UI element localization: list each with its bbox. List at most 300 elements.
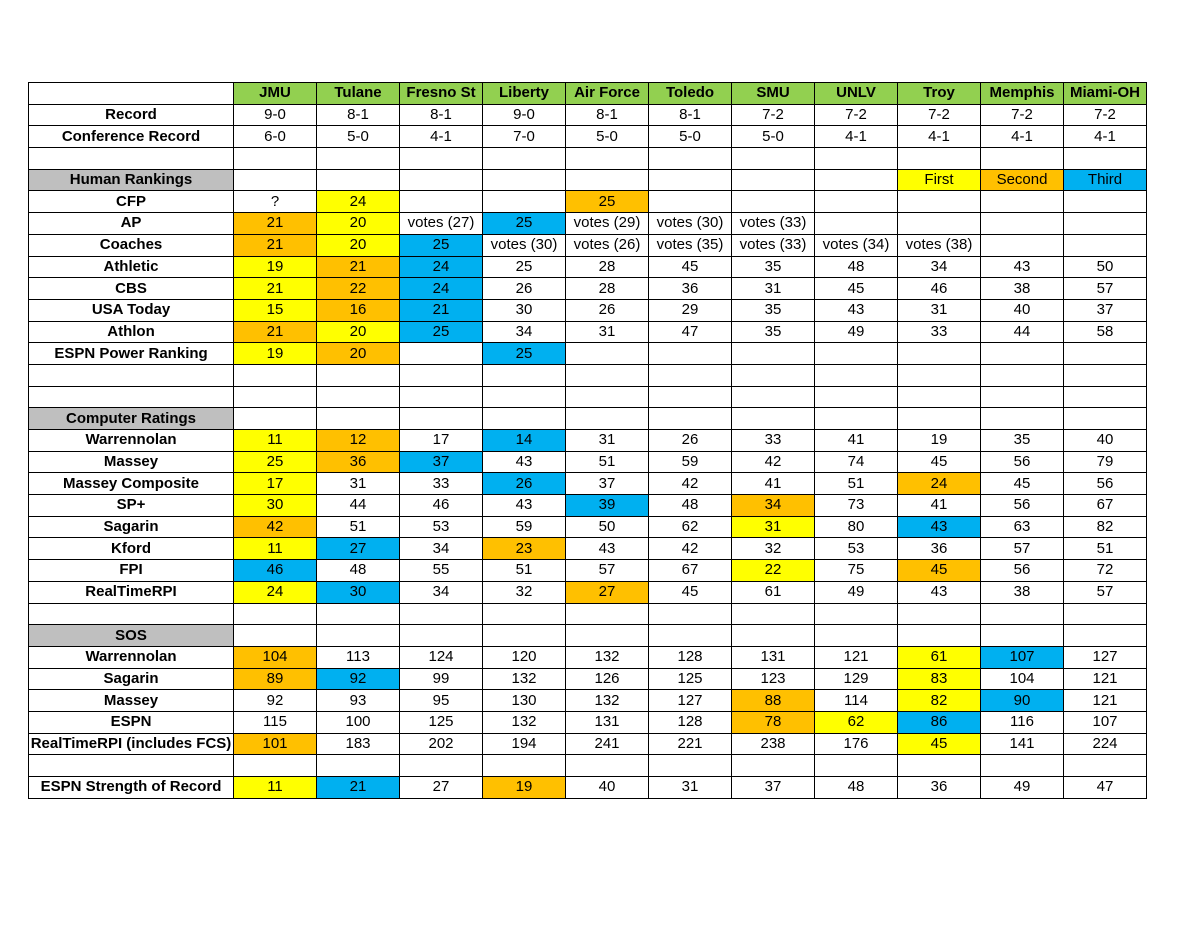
data-cell[interactable]: 33 bbox=[400, 473, 483, 495]
team-header-cell[interactable]: UNLV bbox=[815, 83, 898, 105]
data-cell[interactable] bbox=[981, 625, 1064, 647]
data-cell[interactable]: 31 bbox=[649, 777, 732, 799]
data-cell[interactable] bbox=[981, 234, 1064, 256]
data-cell[interactable]: 125 bbox=[400, 711, 483, 733]
data-cell[interactable]: 183 bbox=[317, 733, 400, 755]
empty-cell[interactable] bbox=[400, 755, 483, 777]
data-cell[interactable] bbox=[317, 169, 400, 191]
row-label[interactable]: Massey bbox=[29, 690, 234, 712]
highlighted-cell[interactable]: Second bbox=[981, 169, 1064, 191]
empty-cell[interactable] bbox=[898, 148, 981, 170]
row-label[interactable]: Athletic bbox=[29, 256, 234, 278]
data-cell[interactable]: 43 bbox=[483, 495, 566, 517]
highlighted-cell[interactable]: 24 bbox=[400, 278, 483, 300]
data-cell[interactable]: 8-1 bbox=[317, 104, 400, 126]
data-cell[interactable]: 19 bbox=[898, 430, 981, 452]
data-cell[interactable]: 42 bbox=[649, 473, 732, 495]
team-header-cell[interactable]: JMU bbox=[234, 83, 317, 105]
data-cell[interactable] bbox=[815, 191, 898, 213]
data-cell[interactable]: 9-0 bbox=[234, 104, 317, 126]
row-label[interactable]: Massey Composite bbox=[29, 473, 234, 495]
data-cell[interactable] bbox=[815, 408, 898, 430]
data-cell[interactable]: 132 bbox=[566, 646, 649, 668]
data-cell[interactable]: 47 bbox=[1064, 777, 1147, 799]
data-cell[interactable]: 4-1 bbox=[815, 126, 898, 148]
data-cell[interactable]: 43 bbox=[898, 581, 981, 603]
empty-cell[interactable] bbox=[483, 364, 566, 386]
data-cell[interactable] bbox=[898, 191, 981, 213]
data-cell[interactable] bbox=[483, 169, 566, 191]
row-label[interactable]: Warrennolan bbox=[29, 430, 234, 452]
data-cell[interactable]: 8-1 bbox=[566, 104, 649, 126]
data-cell[interactable]: 34 bbox=[400, 581, 483, 603]
team-header-cell[interactable]: Liberty bbox=[483, 83, 566, 105]
data-cell[interactable]: 104 bbox=[981, 668, 1064, 690]
row-label[interactable]: Massey bbox=[29, 451, 234, 473]
data-cell[interactable] bbox=[1064, 213, 1147, 235]
data-cell[interactable]: 67 bbox=[1064, 495, 1147, 517]
data-cell[interactable] bbox=[400, 625, 483, 647]
empty-cell[interactable] bbox=[981, 755, 1064, 777]
data-cell[interactable]: 82 bbox=[1064, 516, 1147, 538]
data-cell[interactable]: 37 bbox=[732, 777, 815, 799]
data-cell[interactable]: 51 bbox=[1064, 538, 1147, 560]
data-cell[interactable]: 128 bbox=[649, 711, 732, 733]
section-label[interactable]: Human Rankings bbox=[29, 169, 234, 191]
data-cell[interactable] bbox=[566, 625, 649, 647]
data-cell[interactable] bbox=[732, 191, 815, 213]
data-cell[interactable]: votes (38) bbox=[898, 234, 981, 256]
data-cell[interactable]: 114 bbox=[815, 690, 898, 712]
empty-cell[interactable] bbox=[400, 364, 483, 386]
highlighted-cell[interactable]: 83 bbox=[898, 668, 981, 690]
highlighted-cell[interactable]: 21 bbox=[234, 278, 317, 300]
data-cell[interactable]: ? bbox=[234, 191, 317, 213]
data-cell[interactable]: 51 bbox=[483, 560, 566, 582]
team-header-cell[interactable]: Miami-OH bbox=[1064, 83, 1147, 105]
data-cell[interactable]: 49 bbox=[981, 777, 1064, 799]
data-cell[interactable]: 132 bbox=[483, 668, 566, 690]
data-cell[interactable]: 67 bbox=[649, 560, 732, 582]
data-cell[interactable]: votes (29) bbox=[566, 213, 649, 235]
empty-cell[interactable] bbox=[566, 755, 649, 777]
data-cell[interactable] bbox=[234, 169, 317, 191]
highlighted-cell[interactable]: 86 bbox=[898, 711, 981, 733]
highlighted-cell[interactable]: 23 bbox=[483, 538, 566, 560]
data-cell[interactable]: 51 bbox=[317, 516, 400, 538]
data-cell[interactable] bbox=[649, 191, 732, 213]
data-cell[interactable]: votes (30) bbox=[649, 213, 732, 235]
highlighted-cell[interactable]: 43 bbox=[898, 516, 981, 538]
data-cell[interactable]: 43 bbox=[981, 256, 1064, 278]
empty-cell[interactable] bbox=[981, 364, 1064, 386]
data-cell[interactable]: 95 bbox=[400, 690, 483, 712]
data-cell[interactable]: 202 bbox=[400, 733, 483, 755]
data-cell[interactable]: 127 bbox=[649, 690, 732, 712]
data-cell[interactable]: 36 bbox=[898, 777, 981, 799]
empty-cell[interactable] bbox=[566, 386, 649, 408]
empty-cell[interactable] bbox=[1064, 386, 1147, 408]
row-label[interactable]: Warrennolan bbox=[29, 646, 234, 668]
highlighted-cell[interactable]: 78 bbox=[732, 711, 815, 733]
empty-cell[interactable] bbox=[234, 386, 317, 408]
highlighted-cell[interactable]: First bbox=[898, 169, 981, 191]
highlighted-cell[interactable]: 21 bbox=[400, 299, 483, 321]
data-cell[interactable]: 8-1 bbox=[400, 104, 483, 126]
data-cell[interactable]: 126 bbox=[566, 668, 649, 690]
highlighted-cell[interactable]: 11 bbox=[234, 777, 317, 799]
data-cell[interactable] bbox=[1064, 343, 1147, 365]
empty-cell[interactable] bbox=[234, 755, 317, 777]
data-cell[interactable]: 35 bbox=[732, 299, 815, 321]
data-cell[interactable]: 46 bbox=[400, 495, 483, 517]
data-cell[interactable]: 7-2 bbox=[1064, 104, 1147, 126]
data-cell[interactable]: 79 bbox=[1064, 451, 1147, 473]
empty-cell[interactable] bbox=[400, 148, 483, 170]
data-cell[interactable]: 47 bbox=[649, 321, 732, 343]
highlighted-cell[interactable]: 20 bbox=[317, 234, 400, 256]
data-cell[interactable]: 41 bbox=[898, 495, 981, 517]
data-cell[interactable]: 35 bbox=[732, 256, 815, 278]
data-cell[interactable]: 141 bbox=[981, 733, 1064, 755]
data-cell[interactable]: 131 bbox=[566, 711, 649, 733]
data-cell[interactable]: 107 bbox=[1064, 711, 1147, 733]
row-label[interactable]: Kford bbox=[29, 538, 234, 560]
empty-cell[interactable] bbox=[29, 364, 234, 386]
data-cell[interactable] bbox=[234, 408, 317, 430]
data-cell[interactable]: 29 bbox=[649, 299, 732, 321]
highlighted-cell[interactable]: Third bbox=[1064, 169, 1147, 191]
empty-cell[interactable] bbox=[566, 148, 649, 170]
data-cell[interactable] bbox=[483, 191, 566, 213]
highlighted-cell[interactable]: 24 bbox=[234, 581, 317, 603]
data-cell[interactable]: 5-0 bbox=[649, 126, 732, 148]
data-cell[interactable]: 9-0 bbox=[483, 104, 566, 126]
empty-cell[interactable] bbox=[815, 386, 898, 408]
data-cell[interactable]: 34 bbox=[483, 321, 566, 343]
data-cell[interactable]: 113 bbox=[317, 646, 400, 668]
highlighted-cell[interactable]: 25 bbox=[566, 191, 649, 213]
highlighted-cell[interactable]: 25 bbox=[400, 321, 483, 343]
highlighted-cell[interactable]: 27 bbox=[566, 581, 649, 603]
highlighted-cell[interactable]: 21 bbox=[317, 777, 400, 799]
data-cell[interactable]: 43 bbox=[566, 538, 649, 560]
highlighted-cell[interactable]: 19 bbox=[234, 256, 317, 278]
data-cell[interactable]: 57 bbox=[1064, 278, 1147, 300]
empty-cell[interactable] bbox=[317, 603, 400, 625]
data-cell[interactable]: 38 bbox=[981, 278, 1064, 300]
highlighted-cell[interactable]: 25 bbox=[483, 343, 566, 365]
team-header-cell[interactable]: SMU bbox=[732, 83, 815, 105]
data-cell[interactable]: 125 bbox=[649, 668, 732, 690]
highlighted-cell[interactable]: 12 bbox=[317, 430, 400, 452]
data-cell[interactable]: votes (35) bbox=[649, 234, 732, 256]
data-cell[interactable]: 7-2 bbox=[732, 104, 815, 126]
data-cell[interactable]: 75 bbox=[815, 560, 898, 582]
data-cell[interactable]: 129 bbox=[815, 668, 898, 690]
empty-cell[interactable] bbox=[317, 364, 400, 386]
data-cell[interactable]: 50 bbox=[566, 516, 649, 538]
empty-cell[interactable] bbox=[317, 755, 400, 777]
data-cell[interactable]: 44 bbox=[317, 495, 400, 517]
data-cell[interactable]: 128 bbox=[649, 646, 732, 668]
data-cell[interactable]: 115 bbox=[234, 711, 317, 733]
data-cell[interactable]: 32 bbox=[483, 581, 566, 603]
data-cell[interactable]: 27 bbox=[400, 777, 483, 799]
data-cell[interactable]: 48 bbox=[815, 777, 898, 799]
highlighted-cell[interactable]: 42 bbox=[234, 516, 317, 538]
empty-cell[interactable] bbox=[981, 603, 1064, 625]
data-cell[interactable]: 45 bbox=[649, 256, 732, 278]
data-cell[interactable]: 238 bbox=[732, 733, 815, 755]
row-label[interactable]: Conference Record bbox=[29, 126, 234, 148]
highlighted-cell[interactable]: 20 bbox=[317, 213, 400, 235]
data-cell[interactable]: 48 bbox=[649, 495, 732, 517]
data-cell[interactable] bbox=[732, 169, 815, 191]
section-label[interactable]: SOS bbox=[29, 625, 234, 647]
data-cell[interactable] bbox=[234, 625, 317, 647]
highlighted-cell[interactable]: 27 bbox=[317, 538, 400, 560]
highlighted-cell[interactable]: 90 bbox=[981, 690, 1064, 712]
empty-cell[interactable] bbox=[732, 603, 815, 625]
highlighted-cell[interactable]: 45 bbox=[898, 733, 981, 755]
data-cell[interactable]: 4-1 bbox=[981, 126, 1064, 148]
data-cell[interactable]: 31 bbox=[898, 299, 981, 321]
highlighted-cell[interactable]: 34 bbox=[732, 495, 815, 517]
data-cell[interactable] bbox=[483, 625, 566, 647]
data-cell[interactable]: 43 bbox=[483, 451, 566, 473]
highlighted-cell[interactable]: 30 bbox=[234, 495, 317, 517]
data-cell[interactable]: 61 bbox=[732, 581, 815, 603]
data-cell[interactable]: 53 bbox=[400, 516, 483, 538]
data-cell[interactable]: 46 bbox=[898, 278, 981, 300]
data-cell[interactable] bbox=[981, 408, 1064, 430]
highlighted-cell[interactable]: 21 bbox=[234, 321, 317, 343]
data-cell[interactable] bbox=[317, 408, 400, 430]
data-cell[interactable]: 56 bbox=[981, 560, 1064, 582]
team-header-cell[interactable]: Troy bbox=[898, 83, 981, 105]
highlighted-cell[interactable]: 21 bbox=[234, 213, 317, 235]
highlighted-cell[interactable]: 11 bbox=[234, 430, 317, 452]
data-cell[interactable]: 92 bbox=[234, 690, 317, 712]
data-cell[interactable]: 127 bbox=[1064, 646, 1147, 668]
empty-cell[interactable] bbox=[566, 364, 649, 386]
data-cell[interactable]: 100 bbox=[317, 711, 400, 733]
data-cell[interactable] bbox=[815, 343, 898, 365]
empty-cell[interactable] bbox=[649, 148, 732, 170]
highlighted-cell[interactable]: 61 bbox=[898, 646, 981, 668]
empty-cell[interactable] bbox=[898, 364, 981, 386]
data-cell[interactable] bbox=[815, 625, 898, 647]
data-cell[interactable]: 34 bbox=[898, 256, 981, 278]
data-cell[interactable]: 45 bbox=[815, 278, 898, 300]
empty-cell[interactable] bbox=[981, 148, 1064, 170]
empty-cell[interactable] bbox=[234, 603, 317, 625]
data-cell[interactable]: 45 bbox=[649, 581, 732, 603]
data-cell[interactable]: 44 bbox=[981, 321, 1064, 343]
data-cell[interactable]: 7-2 bbox=[981, 104, 1064, 126]
team-header-cell[interactable]: Toledo bbox=[649, 83, 732, 105]
data-cell[interactable]: votes (30) bbox=[483, 234, 566, 256]
data-cell[interactable]: 72 bbox=[1064, 560, 1147, 582]
highlighted-cell[interactable]: 19 bbox=[483, 777, 566, 799]
empty-cell[interactable] bbox=[898, 603, 981, 625]
highlighted-cell[interactable]: 31 bbox=[732, 516, 815, 538]
data-cell[interactable]: 49 bbox=[815, 581, 898, 603]
section-label[interactable]: Computer Ratings bbox=[29, 408, 234, 430]
data-cell[interactable]: 5-0 bbox=[566, 126, 649, 148]
team-header-cell[interactable]: Tulane bbox=[317, 83, 400, 105]
empty-cell[interactable] bbox=[483, 603, 566, 625]
row-label[interactable]: Sagarin bbox=[29, 516, 234, 538]
data-cell[interactable] bbox=[898, 343, 981, 365]
data-cell[interactable]: 4-1 bbox=[400, 126, 483, 148]
data-cell[interactable] bbox=[1064, 408, 1147, 430]
data-cell[interactable]: 59 bbox=[483, 516, 566, 538]
highlighted-cell[interactable]: 62 bbox=[815, 711, 898, 733]
data-cell[interactable] bbox=[649, 169, 732, 191]
data-cell[interactable] bbox=[400, 191, 483, 213]
data-cell[interactable]: 48 bbox=[815, 256, 898, 278]
row-label[interactable]: SP+ bbox=[29, 495, 234, 517]
data-cell[interactable]: 56 bbox=[981, 451, 1064, 473]
empty-cell[interactable] bbox=[29, 603, 234, 625]
data-cell[interactable] bbox=[400, 169, 483, 191]
empty-cell[interactable] bbox=[815, 148, 898, 170]
data-cell[interactable]: 132 bbox=[483, 711, 566, 733]
data-cell[interactable]: 6-0 bbox=[234, 126, 317, 148]
highlighted-cell[interactable]: 37 bbox=[400, 451, 483, 473]
data-cell[interactable]: votes (33) bbox=[732, 234, 815, 256]
data-cell[interactable]: 63 bbox=[981, 516, 1064, 538]
highlighted-cell[interactable]: 15 bbox=[234, 299, 317, 321]
data-cell[interactable] bbox=[649, 343, 732, 365]
data-cell[interactable]: 26 bbox=[649, 430, 732, 452]
empty-cell[interactable] bbox=[400, 386, 483, 408]
data-cell[interactable]: 121 bbox=[1064, 690, 1147, 712]
data-cell[interactable]: 57 bbox=[981, 538, 1064, 560]
data-cell[interactable] bbox=[649, 408, 732, 430]
highlighted-cell[interactable]: 36 bbox=[317, 451, 400, 473]
data-cell[interactable]: 26 bbox=[483, 278, 566, 300]
data-cell[interactable]: 36 bbox=[649, 278, 732, 300]
data-cell[interactable]: 30 bbox=[483, 299, 566, 321]
data-cell[interactable] bbox=[732, 625, 815, 647]
data-cell[interactable]: 17 bbox=[400, 430, 483, 452]
data-cell[interactable] bbox=[815, 213, 898, 235]
data-cell[interactable]: 33 bbox=[732, 430, 815, 452]
highlighted-cell[interactable]: 25 bbox=[400, 234, 483, 256]
highlighted-cell[interactable]: 24 bbox=[400, 256, 483, 278]
row-label[interactable]: RealTimeRPI bbox=[29, 581, 234, 603]
data-cell[interactable] bbox=[981, 213, 1064, 235]
row-label[interactable]: Coaches bbox=[29, 234, 234, 256]
data-cell[interactable]: 31 bbox=[566, 430, 649, 452]
empty-cell[interactable] bbox=[981, 386, 1064, 408]
data-cell[interactable]: 34 bbox=[400, 538, 483, 560]
row-label[interactable]: USA Today bbox=[29, 299, 234, 321]
data-cell[interactable]: 26 bbox=[566, 299, 649, 321]
data-cell[interactable]: 132 bbox=[566, 690, 649, 712]
data-cell[interactable]: 56 bbox=[981, 495, 1064, 517]
highlighted-cell[interactable]: 11 bbox=[234, 538, 317, 560]
data-cell[interactable]: 43 bbox=[815, 299, 898, 321]
data-cell[interactable]: 42 bbox=[732, 451, 815, 473]
data-cell[interactable]: 28 bbox=[566, 256, 649, 278]
empty-cell[interactable] bbox=[649, 386, 732, 408]
row-label[interactable]: Athlon bbox=[29, 321, 234, 343]
data-cell[interactable]: votes (33) bbox=[732, 213, 815, 235]
row-label[interactable]: ESPN Strength of Record bbox=[29, 777, 234, 799]
data-cell[interactable] bbox=[566, 343, 649, 365]
team-header-cell[interactable]: Memphis bbox=[981, 83, 1064, 105]
data-cell[interactable] bbox=[732, 343, 815, 365]
highlighted-cell[interactable]: 88 bbox=[732, 690, 815, 712]
data-cell[interactable]: 130 bbox=[483, 690, 566, 712]
data-cell[interactable]: 45 bbox=[898, 451, 981, 473]
highlighted-cell[interactable]: 21 bbox=[234, 234, 317, 256]
data-cell[interactable] bbox=[483, 408, 566, 430]
empty-cell[interactable] bbox=[815, 364, 898, 386]
data-cell[interactable]: 80 bbox=[815, 516, 898, 538]
data-cell[interactable]: 40 bbox=[981, 299, 1064, 321]
empty-cell[interactable] bbox=[29, 386, 234, 408]
row-label[interactable]: Sagarin bbox=[29, 668, 234, 690]
data-cell[interactable]: 121 bbox=[815, 646, 898, 668]
highlighted-cell[interactable]: 104 bbox=[234, 646, 317, 668]
empty-cell[interactable] bbox=[815, 603, 898, 625]
data-cell[interactable]: 35 bbox=[732, 321, 815, 343]
highlighted-cell[interactable]: 107 bbox=[981, 646, 1064, 668]
highlighted-cell[interactable]: 17 bbox=[234, 473, 317, 495]
empty-cell[interactable] bbox=[898, 755, 981, 777]
highlighted-cell[interactable]: 22 bbox=[317, 278, 400, 300]
empty-cell[interactable] bbox=[649, 603, 732, 625]
team-header-cell[interactable]: Fresno St bbox=[400, 83, 483, 105]
data-cell[interactable]: 4-1 bbox=[898, 126, 981, 148]
data-cell[interactable] bbox=[898, 408, 981, 430]
data-cell[interactable]: 53 bbox=[815, 538, 898, 560]
highlighted-cell[interactable]: 16 bbox=[317, 299, 400, 321]
data-cell[interactable]: 37 bbox=[1064, 299, 1147, 321]
row-label[interactable]: CBS bbox=[29, 278, 234, 300]
data-cell[interactable]: 31 bbox=[732, 278, 815, 300]
empty-cell[interactable] bbox=[400, 603, 483, 625]
empty-cell[interactable] bbox=[1064, 755, 1147, 777]
empty-cell[interactable] bbox=[649, 364, 732, 386]
data-cell[interactable]: 131 bbox=[732, 646, 815, 668]
empty-cell[interactable] bbox=[566, 603, 649, 625]
data-cell[interactable]: 5-0 bbox=[732, 126, 815, 148]
data-cell[interactable] bbox=[898, 213, 981, 235]
data-cell[interactable]: 121 bbox=[1064, 668, 1147, 690]
highlighted-cell[interactable]: 24 bbox=[317, 191, 400, 213]
data-cell[interactable]: 194 bbox=[483, 733, 566, 755]
empty-cell[interactable] bbox=[1064, 148, 1147, 170]
data-cell[interactable]: 58 bbox=[1064, 321, 1147, 343]
data-cell[interactable]: 93 bbox=[317, 690, 400, 712]
empty-cell[interactable] bbox=[1064, 603, 1147, 625]
data-cell[interactable]: 7-0 bbox=[483, 126, 566, 148]
data-cell[interactable]: 124 bbox=[400, 646, 483, 668]
data-cell[interactable] bbox=[566, 408, 649, 430]
data-cell[interactable] bbox=[1064, 191, 1147, 213]
row-label[interactable]: FPI bbox=[29, 560, 234, 582]
highlighted-cell[interactable]: 21 bbox=[317, 256, 400, 278]
empty-cell[interactable] bbox=[317, 148, 400, 170]
empty-cell[interactable] bbox=[29, 148, 234, 170]
data-cell[interactable]: 8-1 bbox=[649, 104, 732, 126]
